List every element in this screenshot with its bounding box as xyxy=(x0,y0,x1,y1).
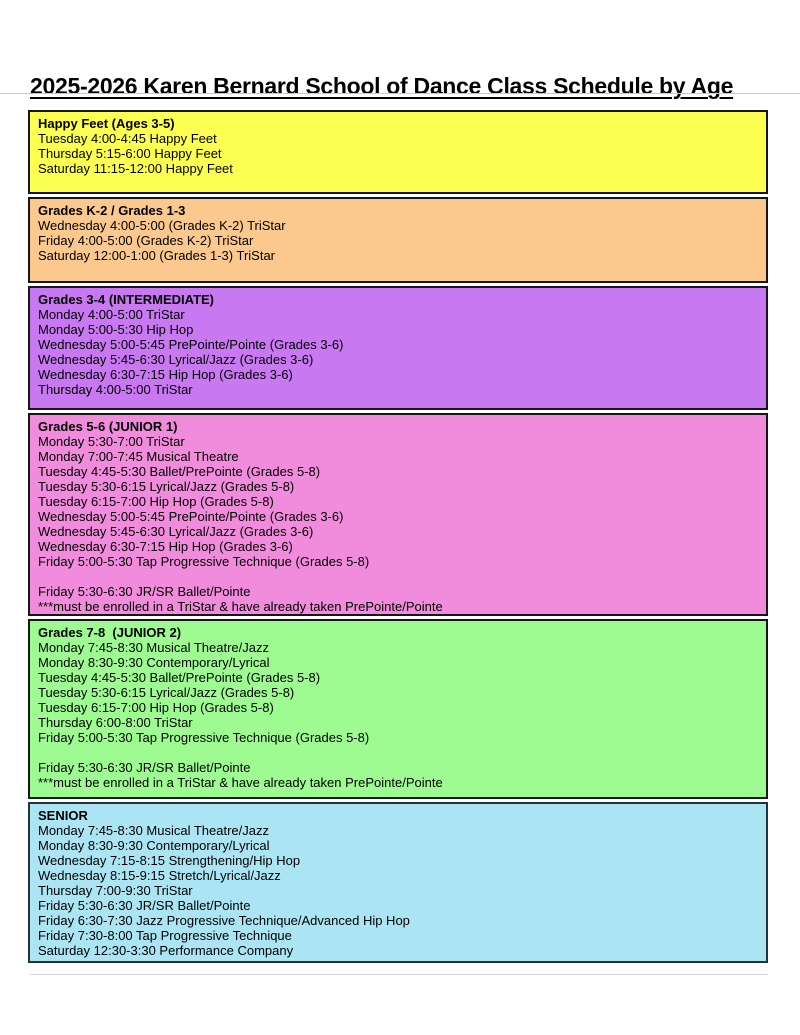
schedule-section-grades-34 xyxy=(28,286,768,410)
schedule-sections xyxy=(28,110,768,966)
schedule-line: Wednesday 6:30-7:15 Hip Hop (Grades 3-6) xyxy=(38,367,293,382)
schedule-line: Saturday 11:15-12:00 Happy Feet xyxy=(38,161,233,176)
schedule-line: ***must be enrolled in a TriStar & have already taken PrePointe/Pointe xyxy=(38,599,443,614)
schedule-line: Wednesday 5:45-6:30 Lyrical/Jazz (Grades 3-6) xyxy=(38,352,314,367)
schedule-line: Wednesday 7:15-8:15 Strengthening/Hip Hop xyxy=(38,853,301,868)
schedule-line: Wednesday 6:30-7:15 Hip Hop (Grades 3-6) xyxy=(38,539,293,554)
schedule-line: Friday 5:00-5:30 Tap Progressive Technique (Grades 5-8) xyxy=(38,730,370,745)
schedule-line: Tuesday 4:00-4:45 Happy Feet xyxy=(38,131,217,146)
schedule-line: Monday 7:45-8:30 Musical Theatre/Jazz xyxy=(38,640,269,655)
horizontal-rule-top xyxy=(0,93,800,94)
schedule-line: Wednesday 5:00-5:45 PrePointe/Pointe (Grades 3-6) xyxy=(38,337,344,352)
schedule-line: Saturday 12:30-3:30 Performance Company xyxy=(38,943,294,958)
schedule-line: Friday 6:30-7:30 Jazz Progressive Technique/Advanced Hip Hop xyxy=(38,913,410,928)
schedule-line: Friday 5:30-6:30 JR/SR Ballet/Pointe xyxy=(38,760,251,775)
schedule-section-grades-k2 xyxy=(28,197,768,283)
schedule-line: Tuesday 5:30-6:15 Lyrical/Jazz (Grades 5-8) xyxy=(38,685,295,700)
schedule-line: Thursday 4:00-5:00 TriStar xyxy=(38,382,193,397)
section-header: SENIOR xyxy=(38,808,88,823)
schedule-line: Saturday 12:00-1:00 (Grades 1-3) TriStar xyxy=(38,248,276,263)
schedule-line: Wednesday 5:00-5:45 PrePointe/Pointe (Grades 3-6) xyxy=(38,509,344,524)
schedule-line: Monday 5:00-5:30 Hip Hop xyxy=(38,322,194,337)
schedule-line: Monday 8:30-9:30 Contemporary/Lyrical xyxy=(38,655,270,670)
schedule-line: Thursday 5:15-6:00 Happy Feet xyxy=(38,146,222,161)
schedule-line: Thursday 6:00-8:00 TriStar xyxy=(38,715,193,730)
schedule-line: Monday 7:45-8:30 Musical Theatre/Jazz xyxy=(38,823,269,838)
schedule-line: Friday 7:30-8:00 Tap Progressive Technique xyxy=(38,928,292,943)
schedule-line: Tuesday 4:45-5:30 Ballet/PrePointe (Grades 5-8) xyxy=(38,670,321,685)
section-header: Grades 5-6 (JUNIOR 1) xyxy=(38,419,178,434)
page-title: 2025-2026 Karen Bernard School of Dance Class Schedule by Age xyxy=(30,73,734,100)
horizontal-rule-bottom xyxy=(30,974,768,975)
schedule-line: Tuesday 6:15-7:00 Hip Hop (Grades 5-8) xyxy=(38,700,274,715)
schedule-line: Monday 8:30-9:30 Contemporary/Lyrical xyxy=(38,838,270,853)
schedule-line: Friday 5:30-6:30 JR/SR Ballet/Pointe xyxy=(38,584,251,599)
schedule-line: Monday 4:00-5:00 TriStar xyxy=(38,307,185,322)
blank-line xyxy=(38,569,758,584)
section-header: Grades 7-8 (JUNIOR 2) xyxy=(38,625,182,640)
section-header: Grades K-2 / Grades 1-3 xyxy=(38,203,186,218)
schedule-line: Wednesday 4:00-5:00 (Grades K-2) TriStar xyxy=(38,218,286,233)
schedule-line: Tuesday 6:15-7:00 Hip Hop (Grades 5-8) xyxy=(38,494,274,509)
schedule-line: Tuesday 4:45-5:30 Ballet/PrePointe (Grades 5-8) xyxy=(38,464,321,479)
schedule-line: Wednesday 8:15-9:15 Stretch/Lyrical/Jazz xyxy=(38,868,281,883)
schedule-section-grades-78 xyxy=(28,619,768,799)
schedule-section-happy-feet xyxy=(28,110,768,194)
schedule-line: Wednesday 5:45-6:30 Lyrical/Jazz (Grades 3-6) xyxy=(38,524,314,539)
section-header: Grades 3-4 (INTERMEDIATE) xyxy=(38,292,215,307)
schedule-line: Friday 5:30-6:30 JR/SR Ballet/Pointe xyxy=(38,898,251,913)
schedule-line: ***must be enrolled in a TriStar & have already taken PrePointe/Pointe xyxy=(38,775,443,790)
schedule-line: Tuesday 5:30-6:15 Lyrical/Jazz (Grades 5-8) xyxy=(38,479,295,494)
schedule-line: Friday 4:00-5:00 (Grades K-2) TriStar xyxy=(38,233,254,248)
schedule-section-grades-56 xyxy=(28,413,768,616)
schedule-line: Monday 5:30-7:00 TriStar xyxy=(38,434,185,449)
schedule-line: Monday 7:00-7:45 Musical Theatre xyxy=(38,449,239,464)
schedule-line: Thursday 7:00-9:30 TriStar xyxy=(38,883,193,898)
section-header: Happy Feet (Ages 3-5) xyxy=(38,116,175,131)
blank-line xyxy=(38,745,758,760)
schedule-line: Friday 5:00-5:30 Tap Progressive Technique (Grades 5-8) xyxy=(38,554,370,569)
schedule-section-senior xyxy=(28,802,768,963)
